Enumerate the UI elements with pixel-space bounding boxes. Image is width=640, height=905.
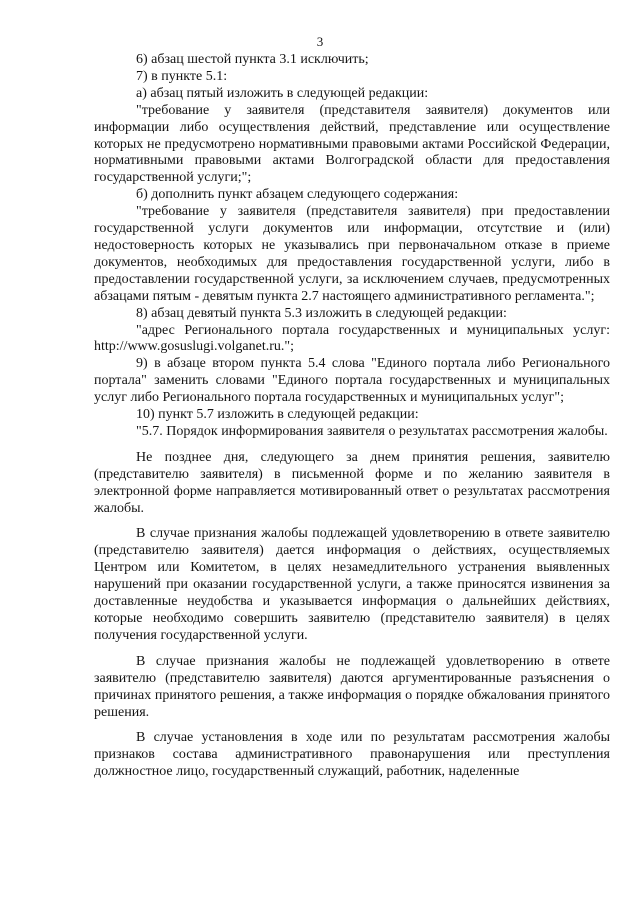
paragraph-item-6: 6) абзац шестой пункта 3.1 исключить;: [136, 52, 369, 67]
paragraph-quote-requirement: "требование у заявителя (представителя заявителя) документов или информации либо осуществления действий, представление или осуществление которых не предусмотрено нормативными правовыми актами Российской Федерации, нормативными правовыми актами Волгоградской области для предоставления государственной услуги;";: [94, 102, 610, 186]
paragraph-quote-requirement-2: "требование у заявителя (представителя заявителя) при предоставлении государственной услуги документов или информации, отсутствие и (или) недостоверность которых не указывались при первоначальном отказе в приеме документов, необходимых для предоставления государственной услуги, либо в предоставлении государственной услуги, за исключением случаев, предусмотренных абзацами пятым - девятым пункта 2.7 настоящего административного регламента.";: [94, 204, 610, 304]
document-body: [94, 52, 610, 781]
paragraph-complaint-satisfied: В случае признания жалобы подлежащей удовлетворению в ответе заявителю (представителю заявителя) дается информация о действиях, осуществляемых Центром или Комитетом, в целях незамедлительного устранения выявленных нарушений при оказании государственной услуги, а также приносятся извинения за доставленные неудобства и указывается информация о дальнейших действиях, которые необходимо совершить заявителю (представителю заявителя) в целях получения государственной услуги.: [94, 526, 610, 643]
paragraph-section-5-7: "5.7. Порядок информирования заявителя о результатах рассмотрения жалобы.: [136, 423, 608, 439]
paragraph-offense-signs: В случае установления в ходе или по результатам рассмотрения жалобы признаков состава административного правонарушения или преступления должностное лицо, государственный служащий, работник, наделенные: [94, 730, 610, 780]
paragraph-subitem-a: а) абзац пятый изложить в следующей редакции:: [136, 85, 429, 101]
paragraph-item-8: 8) абзац девятый пункта 5.3 изложить в следующей редакции:: [136, 305, 507, 321]
page-number: 3: [316, 34, 324, 49]
paragraph-quote-portal-address: "адрес Регионального портала государственных и муниципальных услуг: http://www.gosuslugi.volganet.ru.";: [94, 322, 610, 355]
paragraph-item-9: 9) в абзаце втором пункта 5.4 слова "Единого портала либо Регионального портала" заменить словами "Единого портала государственных и муниципальных услуг либо Регионального портала государственных и муниципальных услуг";: [94, 356, 610, 406]
paragraph-item-10: 10) пункт 5.7 изложить в следующей редакции:: [136, 407, 419, 423]
paragraph-item-7: 7) в пункте 5.1:: [136, 68, 228, 84]
paragraph-complaint-rejected: В случае признания жалобы не подлежащей удовлетворению в ответе заявителю (представителю заявителя) даются аргументированные разъяснения о причинах принятого решения, а также информация о порядке обжалования принятого решения.: [94, 653, 610, 720]
paragraph-answer-deadline: Не позднее дня, следующего за днем принятия решения, заявителю (представителю заявителя) в письменной форме и по желанию заявителя в электронной форме направляется мотивированный ответ о результатах рассмотрения жалобы.: [94, 449, 610, 516]
paragraph-subitem-b: б) дополнить пункт абзацем следующего содержания:: [136, 187, 459, 203]
